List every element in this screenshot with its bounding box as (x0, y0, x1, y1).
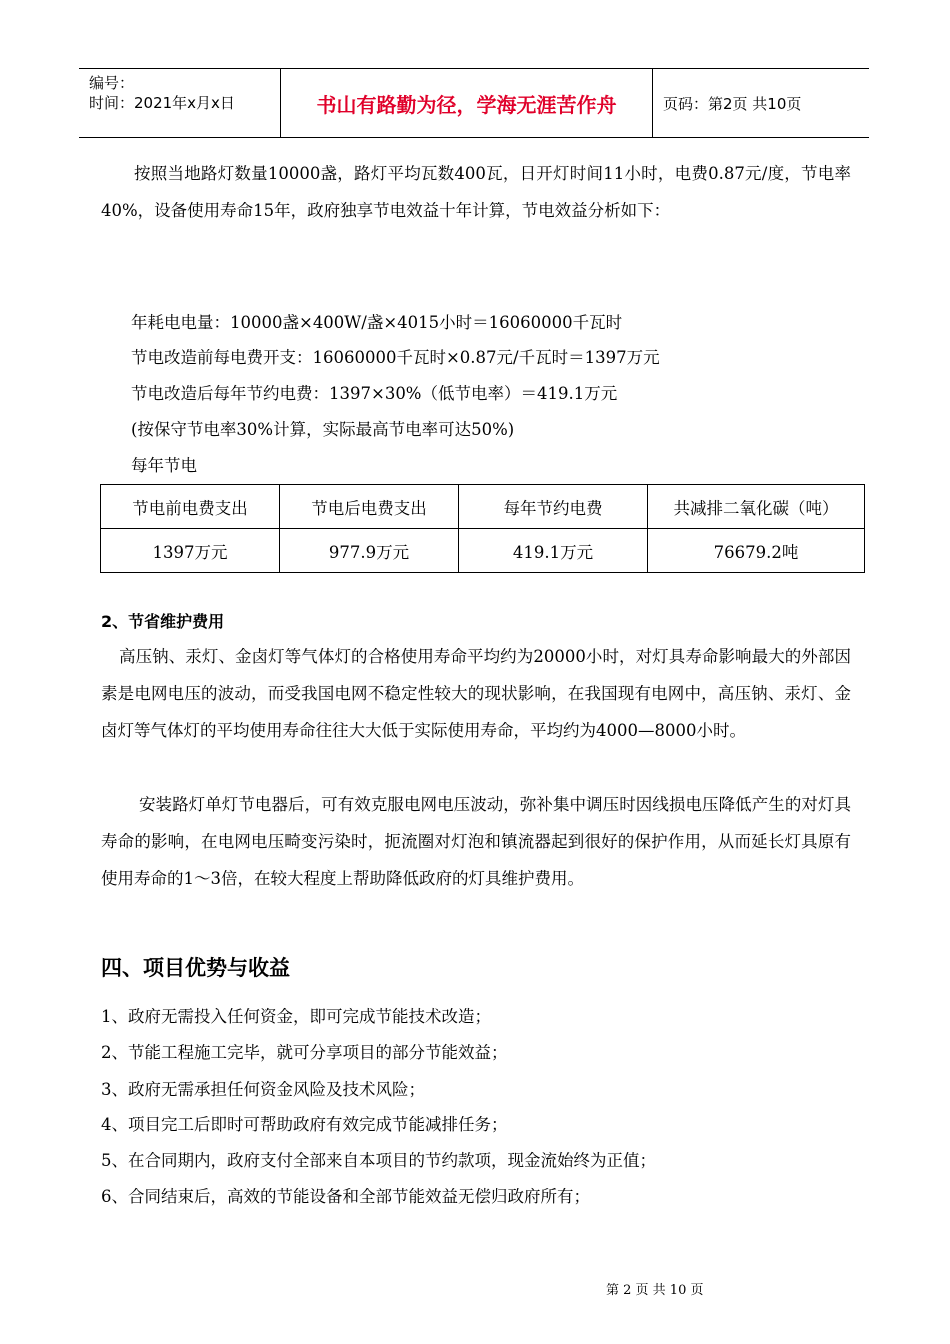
header-motto: 书山有路勤为径，学海无涯苦作舟 (281, 69, 653, 137)
table-cell: 977.9万元 (280, 529, 459, 573)
section2-paragraph-1: 高压钠、汞灯、金卤灯等气体灯的合格使用寿命平均约为20000小时，对灯具寿命影响最大的外部因素是电网电压的波动，而受我国电网不稳定性较大的现状影响，在我国现有电网中，高压钠、汞灯、金卤灯等气体灯的平均使用寿命往往大大低于实际使用寿命，平均约为4000—8000小时。 (101, 647, 851, 740)
table-cell: 419.1万元 (459, 529, 648, 573)
calc-yearly-label: 每年节电 (131, 456, 197, 475)
table-cell: 1397万元 (101, 529, 280, 573)
table-cell: 76679.2吨 (648, 529, 865, 573)
header-meta (79, 69, 281, 137)
section2-paragraph-2: 安装路灯单灯节电器后，可有效克服电网电压波动，弥补集中调压时因线损电压降低产生的对灯具寿命的影响，在电网电压畸变污染时，扼流圈对灯泡和镇流器起到很好的保护作用，从而延长灯具原有使用寿命的1～3倍，在较大程度上帮助降低政府的灯具维护费用。 (101, 795, 851, 888)
table-header-cell: 共减排二氧化碳（吨） (648, 485, 865, 529)
list-item: 1、政府无需投入任何资金，即可完成节能技术改造； (101, 1007, 491, 1026)
calc-note: (按保守节电率30%计算，实际最高节电率可达50%) (131, 420, 515, 439)
list-item: 2、节能工程施工完毕，就可分享项目的部分节能效益； (101, 1043, 508, 1062)
header-page-label: 页码：第2页 共10页 (663, 94, 802, 113)
section2-title: 2、节省维护费用 (101, 612, 225, 631)
calc-annual-saving: 节电改造后每年节约电费：1397×30%（低节电率）＝419.1万元 (131, 384, 618, 403)
table-header-cell: 节电前电费支出 (101, 485, 280, 529)
time-label: 时间：2021年x月x日 (89, 94, 235, 112)
number-label: 编号： (89, 74, 135, 92)
intro-paragraph: 按照当地路灯数量10000盏，路灯平均瓦数400瓦，日开灯时间11小时，电费0.87元/度，节电率40%，设备使用寿命15年，政府独享节电效益十年计算，节电效益分析如下： (101, 164, 851, 220)
savings-table (100, 484, 865, 573)
table-header-row (101, 485, 865, 529)
table-header-cell: 每年节约电费 (459, 485, 648, 529)
table-row (101, 529, 865, 573)
list-item: 5、在合同期内，政府支付全部来自本项目的节约款项，现金流始终为正值； (101, 1151, 656, 1170)
calc-annual-power: 年耗电电量：10000盏×400W/盏×4015小时＝16060000千瓦时 (131, 313, 623, 332)
page-header (79, 68, 869, 138)
calc-before-cost: 节电改造前每电费开支：16060000千瓦时×0.87元/千瓦时＝1397万元 (131, 348, 660, 367)
section4-title: 四、项目优势与收益 (101, 956, 290, 980)
list-item: 4、项目完工后即时可帮助政府有效完成节能减排任务； (101, 1115, 508, 1134)
list-item: 6、合同结束后，高效的节能设备和全部节能效益无偿归政府所有； (101, 1187, 590, 1206)
table-header-cell: 节电后电费支出 (280, 485, 459, 529)
page-footer: 第 2 页 共 10 页 (606, 1283, 704, 1298)
list-item: 3、政府无需承担任何资金风险及技术风险； (101, 1080, 425, 1099)
